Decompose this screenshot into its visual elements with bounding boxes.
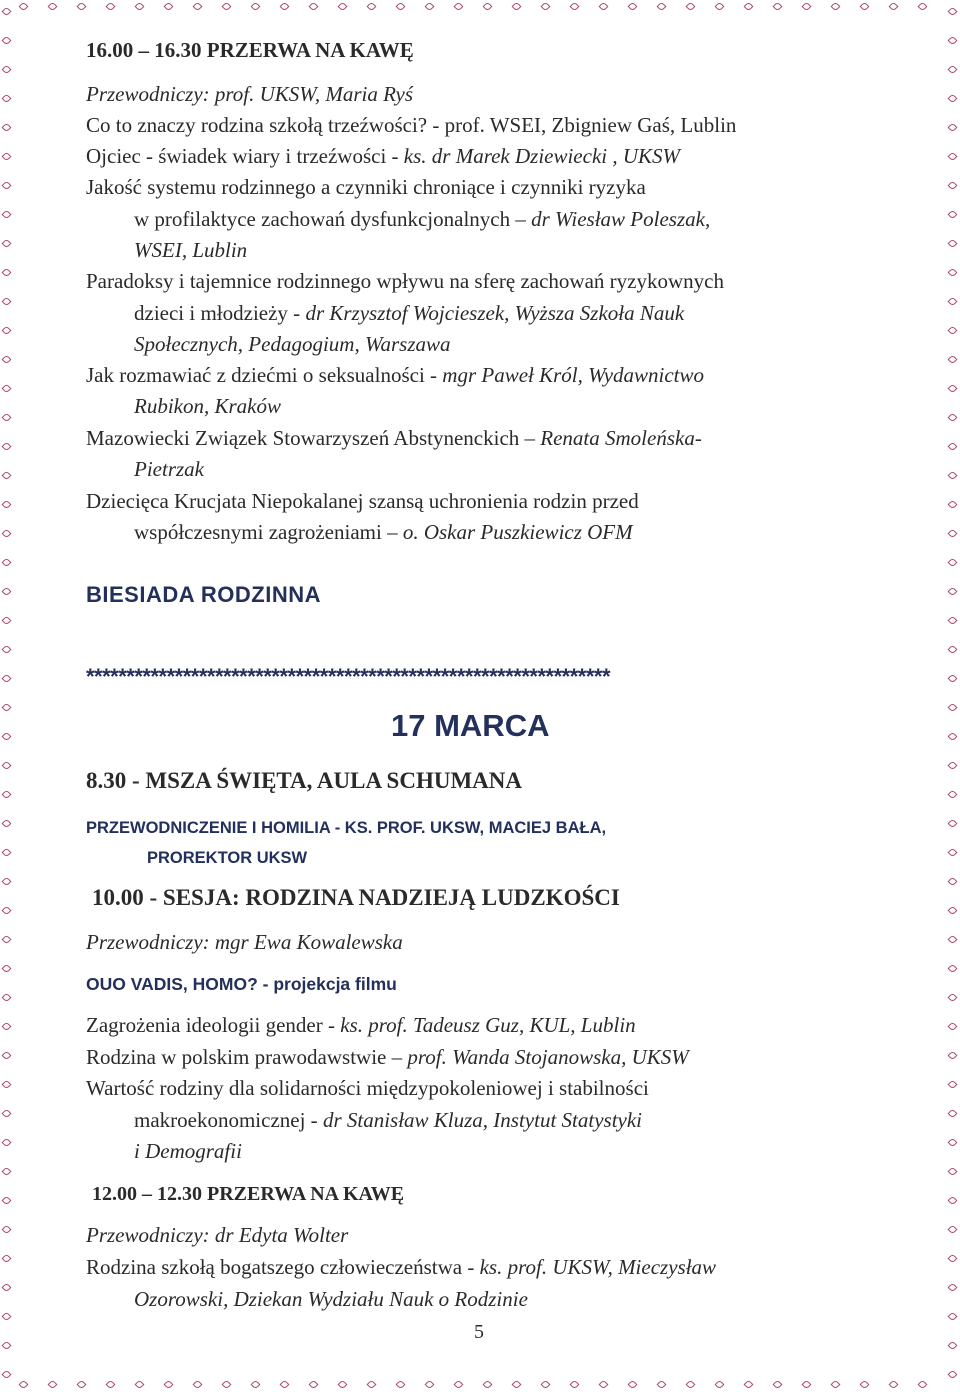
talk-8	[86, 1013, 636, 1038]
talk-9	[86, 1045, 689, 1070]
left-ornamental-border	[0, 0, 14, 1392]
border-ornament	[570, 2, 580, 12]
border-ornament	[715, 1380, 725, 1390]
talk-5-title: Jak rozmawiać z dziećmi o seksualności -	[86, 363, 443, 387]
border-ornament	[106, 1380, 116, 1390]
border-ornament	[918, 2, 928, 12]
border-ornament	[2, 587, 12, 597]
border-ornament	[48, 1380, 58, 1390]
border-ornament	[2, 355, 12, 365]
border-ornament	[309, 2, 319, 12]
talk-4-speaker: dr Krzysztof Wojcieszek, Wyższa Szkoła Nauk	[305, 301, 685, 325]
talk-5-affiliation: Rubikon, Kraków	[134, 394, 281, 418]
border-ornament	[2, 65, 12, 75]
film-note: - projekcja filmu	[257, 974, 397, 994]
talk-4-line-2	[134, 301, 684, 326]
talk-3-line-2	[134, 207, 710, 232]
border-ornament	[948, 1080, 958, 1090]
border-ornament	[280, 2, 290, 12]
border-ornament	[338, 1380, 348, 1390]
talk-11-speaker: ks. prof. UKSW, Mieczysław	[479, 1255, 717, 1279]
border-ornament	[19, 1380, 29, 1390]
border-ornament	[338, 2, 348, 12]
talk-9-speaker: – prof. Wanda Stojanowska, UKSW	[391, 1045, 689, 1069]
chair-line: Przewodniczy: prof. UKSW, Maria Ryś	[86, 82, 414, 106]
border-ornament	[948, 790, 958, 800]
border-ornament	[570, 1380, 580, 1390]
border-ornament	[948, 326, 958, 336]
homily-line-1: PRZEWODNICZENIE I HOMILIA - KS. PROF. UKSW, MACIEJ BAŁA,	[86, 819, 607, 837]
border-ornament	[222, 1380, 232, 1390]
border-ornament	[948, 674, 958, 684]
border-ornament	[2, 1109, 12, 1119]
talk-1: Co to znaczy rodzina szkołą trzeźwości? - prof. WSEI, Zbigniew Gaś, Lublin	[86, 113, 737, 137]
border-ornament	[2, 558, 12, 568]
homily-line-2: PROREKTOR UKSW	[147, 849, 308, 867]
film-line	[86, 974, 397, 995]
border-ornament	[2, 326, 12, 336]
talk-5-speaker: mgr Paweł Król, Wydawnictwo	[442, 363, 705, 387]
bottom-ornamental-border	[0, 1378, 960, 1392]
border-ornament	[628, 1380, 638, 1390]
border-ornament	[2, 1022, 12, 1032]
talk-7-line-2	[134, 520, 633, 545]
border-ornament	[2, 529, 12, 539]
border-ornament	[948, 819, 958, 829]
border-ornament	[948, 1051, 958, 1061]
border-ornament	[77, 2, 87, 12]
talk-4-title-end: dzieci i młodzieży -	[134, 301, 306, 325]
border-ornament	[628, 2, 638, 12]
border-ornament	[2, 123, 12, 133]
border-ornament	[948, 616, 958, 626]
border-ornament	[948, 558, 958, 568]
border-ornament	[948, 413, 958, 423]
border-ornament	[948, 761, 958, 771]
border-ornament	[251, 2, 261, 12]
border-ornament	[367, 1380, 377, 1390]
border-ornament	[948, 500, 958, 510]
border-ornament	[948, 65, 958, 75]
border-ornament	[541, 1380, 551, 1390]
border-ornament	[889, 2, 899, 12]
border-ornament	[802, 2, 812, 12]
border-ornament	[948, 1196, 958, 1206]
border-ornament	[135, 1380, 145, 1390]
border-ornament	[831, 2, 841, 12]
talk-6-title: Mazowiecki Związek Stowarzyszeń Abstynenckich	[86, 426, 525, 450]
border-ornament	[251, 1380, 261, 1390]
border-ornament	[715, 2, 725, 12]
border-ornament	[164, 1380, 174, 1390]
talk-4-affiliation: Społecznych, Pedagogium, Warszawa	[134, 332, 451, 356]
border-ornament	[2, 384, 12, 394]
border-ornament	[2, 1312, 12, 1322]
border-ornament	[686, 2, 696, 12]
right-ornamental-border	[946, 0, 960, 1392]
talk-3-title-end: w profilaktyce zachowań dysfunkcjonalnych	[134, 207, 516, 231]
border-ornament	[48, 2, 58, 12]
border-ornament	[106, 2, 116, 12]
coffee-break-2-heading: 12.00 – 12.30 PRZERWA NA KAWĘ	[92, 1183, 405, 1205]
border-ornament	[948, 1138, 958, 1148]
biesiada-heading: BIESIADA RODZINNA	[86, 582, 322, 607]
border-ornament	[948, 1254, 958, 1264]
border-ornament	[2, 500, 12, 510]
border-ornament	[2, 761, 12, 771]
border-ornament	[948, 1167, 958, 1177]
border-ornament	[889, 1380, 899, 1390]
chair-line-2: Przewodniczy: mgr Ewa Kowalewska	[86, 930, 403, 954]
border-ornament	[773, 1380, 783, 1390]
border-ornament	[2, 1167, 12, 1177]
talk-11-affiliation: Ozorowski, Dziekan Wydziału Nauk o Rodzinie	[134, 1287, 528, 1311]
talk-9-title: Rodzina w polskim prawodawstwie	[86, 1045, 392, 1069]
talk-8-speaker: ks. prof. Tadeusz Guz, KUL, Lublin	[340, 1013, 636, 1037]
border-ornament	[2, 1080, 12, 1090]
talk-6-speaker-cont: Pietrzak	[134, 457, 204, 481]
border-ornament	[193, 1380, 203, 1390]
talk-10-line-1: Wartość rodziny dla solidarności międzypokoleniowej i stabilności	[86, 1076, 649, 1100]
border-ornament	[396, 1380, 406, 1390]
border-ornament	[948, 877, 958, 887]
border-ornament	[2, 964, 12, 974]
border-ornament	[948, 587, 958, 597]
chair-line-3: Przewodniczy: dr Edyta Wolter	[86, 1223, 349, 1247]
border-ornament	[744, 1380, 754, 1390]
border-ornament	[2, 210, 12, 220]
border-ornament	[2, 94, 12, 104]
border-ornament	[164, 2, 174, 12]
border-ornament	[425, 2, 435, 12]
border-ornament	[454, 1380, 464, 1390]
border-ornament	[541, 2, 551, 12]
border-ornament	[948, 1225, 958, 1235]
border-ornament	[657, 1380, 667, 1390]
page-number: 5	[474, 1321, 484, 1343]
border-ornament	[2, 239, 12, 249]
border-ornament	[2, 1138, 12, 1148]
border-ornament	[948, 442, 958, 452]
talk-2-title: Ojciec - świadek wiary i trzeźwości -	[86, 144, 404, 168]
border-ornament	[2, 906, 12, 916]
film-title: OUO VADIS, HOMO?	[86, 974, 258, 994]
talk-7-line-1: Dziecięca Krucjata Niepokalanej szansą uchronienia rodzin przed	[86, 489, 639, 513]
border-ornament	[599, 1380, 609, 1390]
border-ornament	[2, 645, 12, 655]
border-ornament	[2, 1341, 12, 1351]
talk-5-line-1	[86, 363, 704, 388]
border-ornament	[948, 384, 958, 394]
talk-6-speaker: – Renata Smoleńska-	[524, 426, 702, 450]
border-ornament	[948, 94, 958, 104]
talk-2	[86, 144, 680, 169]
talk-10-speaker: dr Stanisław Kluza, Instytut Statystyki	[322, 1108, 643, 1132]
border-ornament	[860, 1380, 870, 1390]
border-ornament	[948, 123, 958, 133]
border-ornament	[2, 181, 12, 191]
border-ornament	[948, 1312, 958, 1322]
border-ornament	[2, 471, 12, 481]
talk-3-line-1: Jakość systemu rodzinnego a czynniki chroniące i czynniki ryzyka	[86, 175, 646, 199]
border-ornament	[948, 906, 958, 916]
border-ornament	[425, 1380, 435, 1390]
top-ornamental-border	[0, 0, 960, 14]
border-ornament	[77, 1380, 87, 1390]
border-ornament	[948, 935, 958, 945]
border-ornament	[483, 1380, 493, 1390]
border-ornament	[2, 1225, 12, 1235]
border-ornament	[918, 1380, 928, 1390]
talk-7-title-end: współczesnymi zagrożeniami	[134, 520, 388, 544]
border-ornament	[2, 413, 12, 423]
border-ornament	[2, 993, 12, 1003]
border-ornament	[2, 819, 12, 829]
talk-11-title: Rodzina szkołą bogatszego człowieczeństwa -	[86, 1255, 480, 1279]
border-ornament	[948, 1341, 958, 1351]
border-ornament	[686, 1380, 696, 1390]
talk-10-affiliation: i Demografii	[134, 1139, 242, 1163]
border-ornament	[657, 2, 667, 12]
border-ornament	[2, 877, 12, 887]
border-ornament	[948, 1022, 958, 1032]
border-ornament	[948, 848, 958, 858]
border-ornament	[744, 2, 754, 12]
border-ornament	[2, 152, 12, 162]
border-ornament	[948, 964, 958, 974]
talk-6-line-1	[86, 426, 702, 451]
talk-3-affiliation: WSEI, Lublin	[134, 238, 248, 262]
border-ornament	[948, 36, 958, 46]
border-ornament	[2, 703, 12, 713]
border-ornament	[948, 239, 958, 249]
border-ornament	[2, 790, 12, 800]
border-ornament	[19, 2, 29, 12]
border-ornament	[2, 674, 12, 684]
border-ornament	[2, 36, 12, 46]
talk-10-title-end: makroekonomicznej -	[134, 1108, 323, 1132]
border-ornament	[948, 297, 958, 307]
border-ornament	[2, 732, 12, 742]
border-ornament	[135, 2, 145, 12]
talk-10-line-2	[134, 1108, 642, 1133]
border-ornament	[948, 703, 958, 713]
border-ornament	[280, 1380, 290, 1390]
border-ornament	[367, 2, 377, 12]
border-ornament	[948, 268, 958, 278]
border-ornament	[2, 1254, 12, 1264]
coffee-break-heading: 16.00 – 16.30 PRZERWA NA KAWĘ	[86, 38, 414, 62]
border-ornament	[309, 1380, 319, 1390]
border-ornament	[2, 1283, 12, 1293]
session-heading: 10.00 - SESJA: RODZINA NADZIEJĄ LUDZKOŚCI	[92, 885, 620, 910]
border-ornament	[2, 848, 12, 858]
talk-4-line-1: Paradoksy i tajemnice rodzinnego wpływu na sferę zachowań ryzykownych	[86, 269, 724, 293]
border-ornament	[948, 181, 958, 191]
border-ornament	[948, 152, 958, 162]
border-ornament	[948, 993, 958, 1003]
border-ornament	[2, 616, 12, 626]
border-ornament	[2, 442, 12, 452]
border-ornament	[222, 2, 232, 12]
border-ornament	[193, 2, 203, 12]
border-ornament	[948, 1283, 958, 1293]
border-ornament	[454, 2, 464, 12]
border-ornament	[2, 268, 12, 278]
border-ornament	[2, 1196, 12, 1206]
border-ornament	[599, 2, 609, 12]
mass-heading: 8.30 - MSZA ŚWIĘTA, AULA SCHUMANA	[86, 768, 522, 793]
border-ornament	[396, 2, 406, 12]
border-ornament	[831, 1380, 841, 1390]
border-ornament	[860, 2, 870, 12]
talk-7-speaker: – o. Oskar Puszkiewicz OFM	[387, 520, 633, 544]
talk-11-line-1	[86, 1255, 716, 1280]
border-ornament	[948, 529, 958, 539]
border-ornament	[2, 297, 12, 307]
border-ornament	[948, 732, 958, 742]
talk-8-title: Zagrożenia ideologii gender -	[86, 1013, 341, 1037]
border-ornament	[773, 2, 783, 12]
stars-divider: *****************************************************************	[86, 664, 610, 689]
border-ornament	[802, 1380, 812, 1390]
border-ornament	[512, 1380, 522, 1390]
border-ornament	[948, 210, 958, 220]
talk-3-speaker: – dr Wiesław Poleszak,	[515, 207, 711, 231]
border-ornament	[2, 1051, 12, 1061]
border-ornament	[2, 935, 12, 945]
border-ornament	[512, 2, 522, 12]
border-ornament	[948, 355, 958, 365]
talk-2-speaker: ks. dr Marek Dziewiecki , UKSW	[403, 144, 681, 168]
border-ornament	[483, 2, 493, 12]
border-ornament	[948, 471, 958, 481]
border-ornament	[948, 1109, 958, 1119]
date-heading: 17 MARCA	[391, 708, 550, 743]
border-ornament	[948, 645, 958, 655]
